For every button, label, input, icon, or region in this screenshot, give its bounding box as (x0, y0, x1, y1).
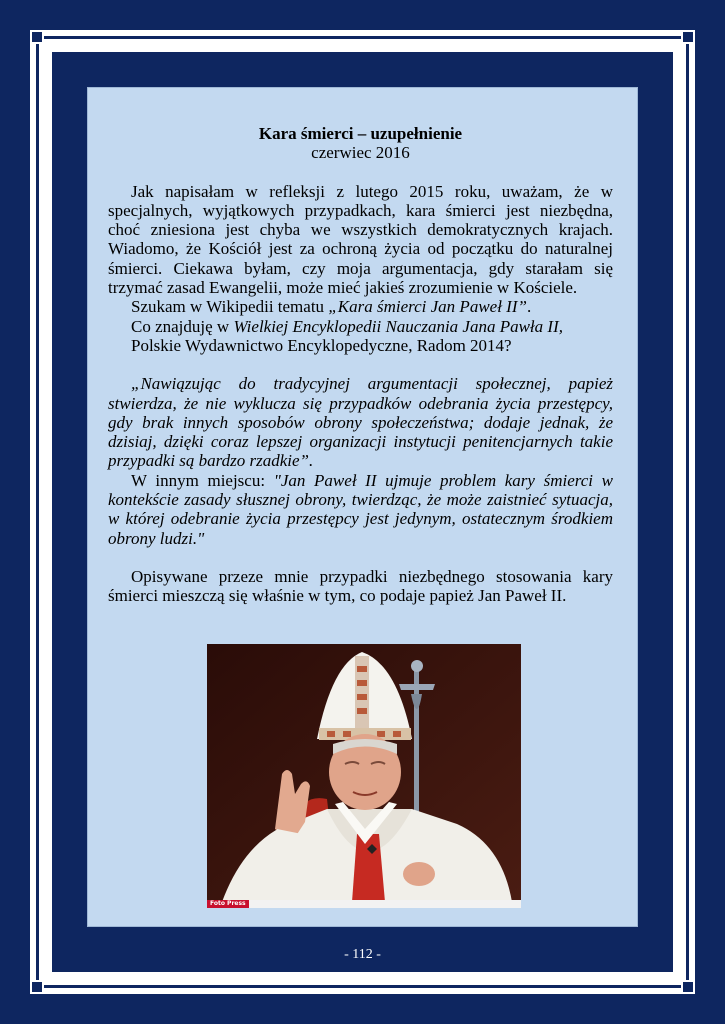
spacer (108, 355, 613, 374)
agency-tag: Foto Press (207, 900, 249, 908)
article-body (108, 124, 613, 606)
paragraph-4: Polskie Wydawnictwo Encyklopedyczne, Radom 2014? (131, 335, 512, 355)
paragraph-3 (108, 317, 613, 336)
paragraph-5: Opisywane przeze mnie przypadki niezbędnego stosowania kary śmierci mieszczą się właśnie w tym, co podaje papież Jan Paweł II. (108, 566, 613, 606)
corner-ornament (30, 30, 44, 44)
pope-illustration (207, 644, 521, 908)
content-panel (87, 87, 638, 927)
paragraph-1: Jak napisałam w refleksji z lutego 2015 roku, uważam, że w specjalnych, wyjątkowych przypadkach, kara śmierci jest niezbędna, choć zniesiona jest chyba we wszystkich demokratycznych krajach. Wiadomo, że Kościół jest za ochroną życia od początku do naturalnej śmierci. Ciekawa byłam, czy moja argumentacja, gdy starałam się trzymać zasad Ewangelii, może mieć jakieś zrozumienie w Kościele. (108, 181, 613, 298)
article-date: czerwiec 2016 (311, 143, 410, 163)
quote-1: „Nawiązując do tradycyjnej argumentacji społecznej, papież stwierdza, że nie wyklucza się przypadków odebrania życia przestępcy, gdy brak innych sposobów obrony społeczeństwa; dodaje jednak, że dzisiaj, dzięki coraz lepszej organizacji instytucji penitencjarnych takie przypadki są bardzo rzadkie”. (108, 374, 613, 471)
pope-photo (207, 644, 521, 908)
paragraph-2-italic: „Kara śmierci Jan Paweł II” (328, 297, 527, 317)
spacer (108, 548, 613, 567)
paragraph-2-suffix: . (526, 297, 532, 317)
paragraph-2 (108, 297, 613, 316)
article-title: Kara śmierci – uzupełnienie (258, 124, 463, 143)
paragraph-3-prefix: Co znajduję w (131, 316, 234, 336)
corner-ornament (681, 980, 695, 994)
photo-credit-strip (207, 900, 521, 908)
quote-2 (108, 471, 613, 548)
quote-2-prefix: W innym miejscu: (131, 470, 274, 490)
paragraph-3-italic: Wielkiej Encyklopedii Nauczania Jana Pawła II, (233, 316, 563, 336)
paragraph-2-prefix: Szukam w Wikipedii tematu (131, 297, 329, 317)
corner-ornament (30, 980, 44, 994)
corner-ornament (681, 30, 695, 44)
page-number: - 112 - (344, 947, 381, 962)
quote-2-italic: "Jan Paweł II ujmuje problem kary śmierci w kontekście zasady słusznej obrony, twierdząc, że może zaistnieć sytuacja, w której odebranie życia przestępcy jest jedynym, ostatecznym środkiem obrony ludzi." (108, 470, 613, 548)
